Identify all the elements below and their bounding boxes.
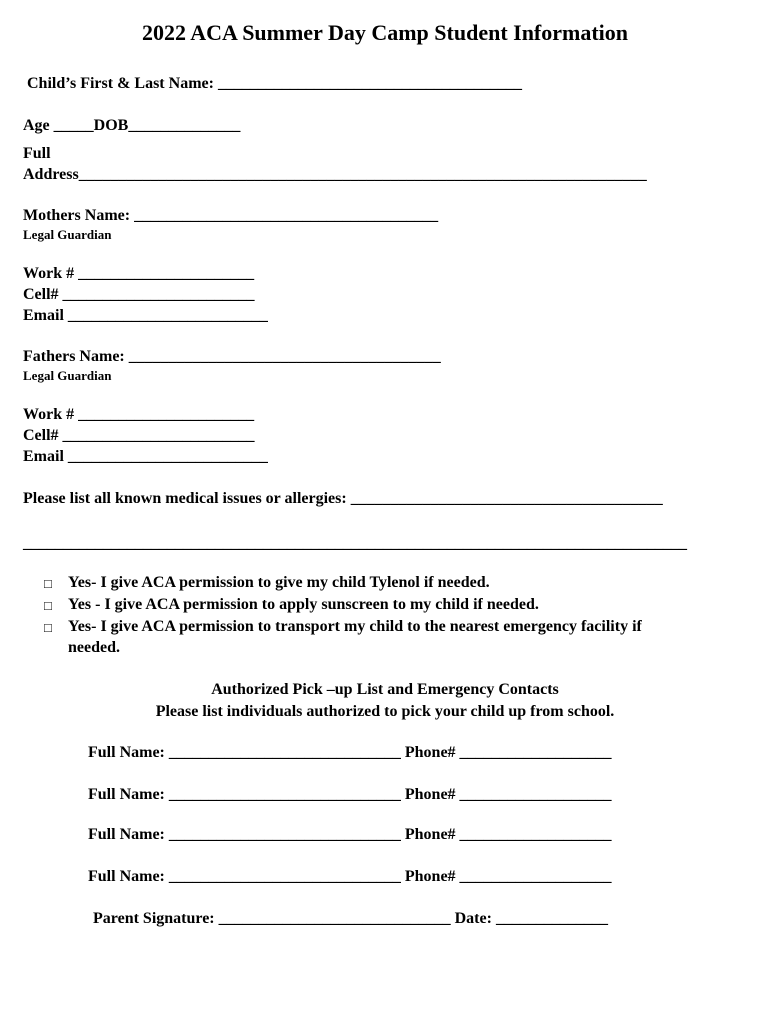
mother-work-field[interactable]: Work # ______________________	[23, 265, 255, 282]
medical-issues-field[interactable]: Please list all known medical issues or allergies: _______________________________________	[23, 490, 663, 507]
permission-sunscreen-label: Yes - I give ACA permission to apply sunscreen to my child if needed.	[68, 596, 539, 613]
parent-signature-field[interactable]: Parent Signature: _____________________________ Date: ______________	[93, 910, 608, 927]
pickup-contact-row-2[interactable]: Full Name: _____________________________ Phone# ___________________	[88, 786, 612, 803]
pickup-contact-row-4[interactable]: Full Name: _____________________________ Phone# ___________________	[88, 868, 612, 885]
father-cell-field[interactable]: Cell# ________________________	[23, 427, 255, 444]
checkbox-transport[interactable]: □	[44, 620, 52, 635]
father-email-field[interactable]: Email _________________________	[23, 448, 268, 465]
pickup-contact-row-3[interactable]: Full Name: _____________________________ Phone# ___________________	[88, 826, 612, 843]
pickup-contact-row-1[interactable]: Full Name: _____________________________ Phone# ___________________	[88, 744, 612, 761]
father-guardian-note: Legal Guardian	[23, 368, 112, 383]
mother-name-field[interactable]: Mothers Name: ______________________________________	[23, 207, 439, 224]
permission-transport-cont: needed.	[68, 639, 120, 656]
form-title: 2022 ACA Summer Day Camp Student Information	[141, 20, 629, 45]
address-field[interactable]: Address_______________________________________________________________________	[23, 166, 647, 183]
pickup-heading: Authorized Pick –up List and Emergency Contacts	[211, 681, 559, 698]
mother-guardian-note: Legal Guardian	[23, 227, 112, 242]
permission-transport-label: Yes- I give ACA permission to transport my child to the nearest emergency facility if	[68, 618, 642, 635]
checkbox-tylenol[interactable]: □	[44, 576, 52, 591]
father-name-field[interactable]: Fathers Name: _______________________________________	[23, 348, 441, 365]
address-label: Full	[23, 145, 51, 162]
age-dob-field[interactable]: Age _____DOB______________	[23, 117, 241, 134]
child-name-field[interactable]: Child’s First & Last Name: ______________________________________	[27, 75, 522, 92]
mother-cell-field[interactable]: Cell# ________________________	[23, 286, 255, 303]
permission-tylenol-label: Yes- I give ACA permission to give my child Tylenol if needed.	[68, 574, 490, 591]
father-work-field[interactable]: Work # ______________________	[23, 406, 255, 423]
mother-email-field[interactable]: Email _________________________	[23, 307, 268, 324]
medical-issues-extra-line[interactable]: ___________________________________________________________________________________	[23, 535, 687, 552]
pickup-subheading: Please list individuals authorized to pick your child up from school.	[155, 703, 615, 720]
checkbox-sunscreen[interactable]: □	[44, 598, 52, 613]
